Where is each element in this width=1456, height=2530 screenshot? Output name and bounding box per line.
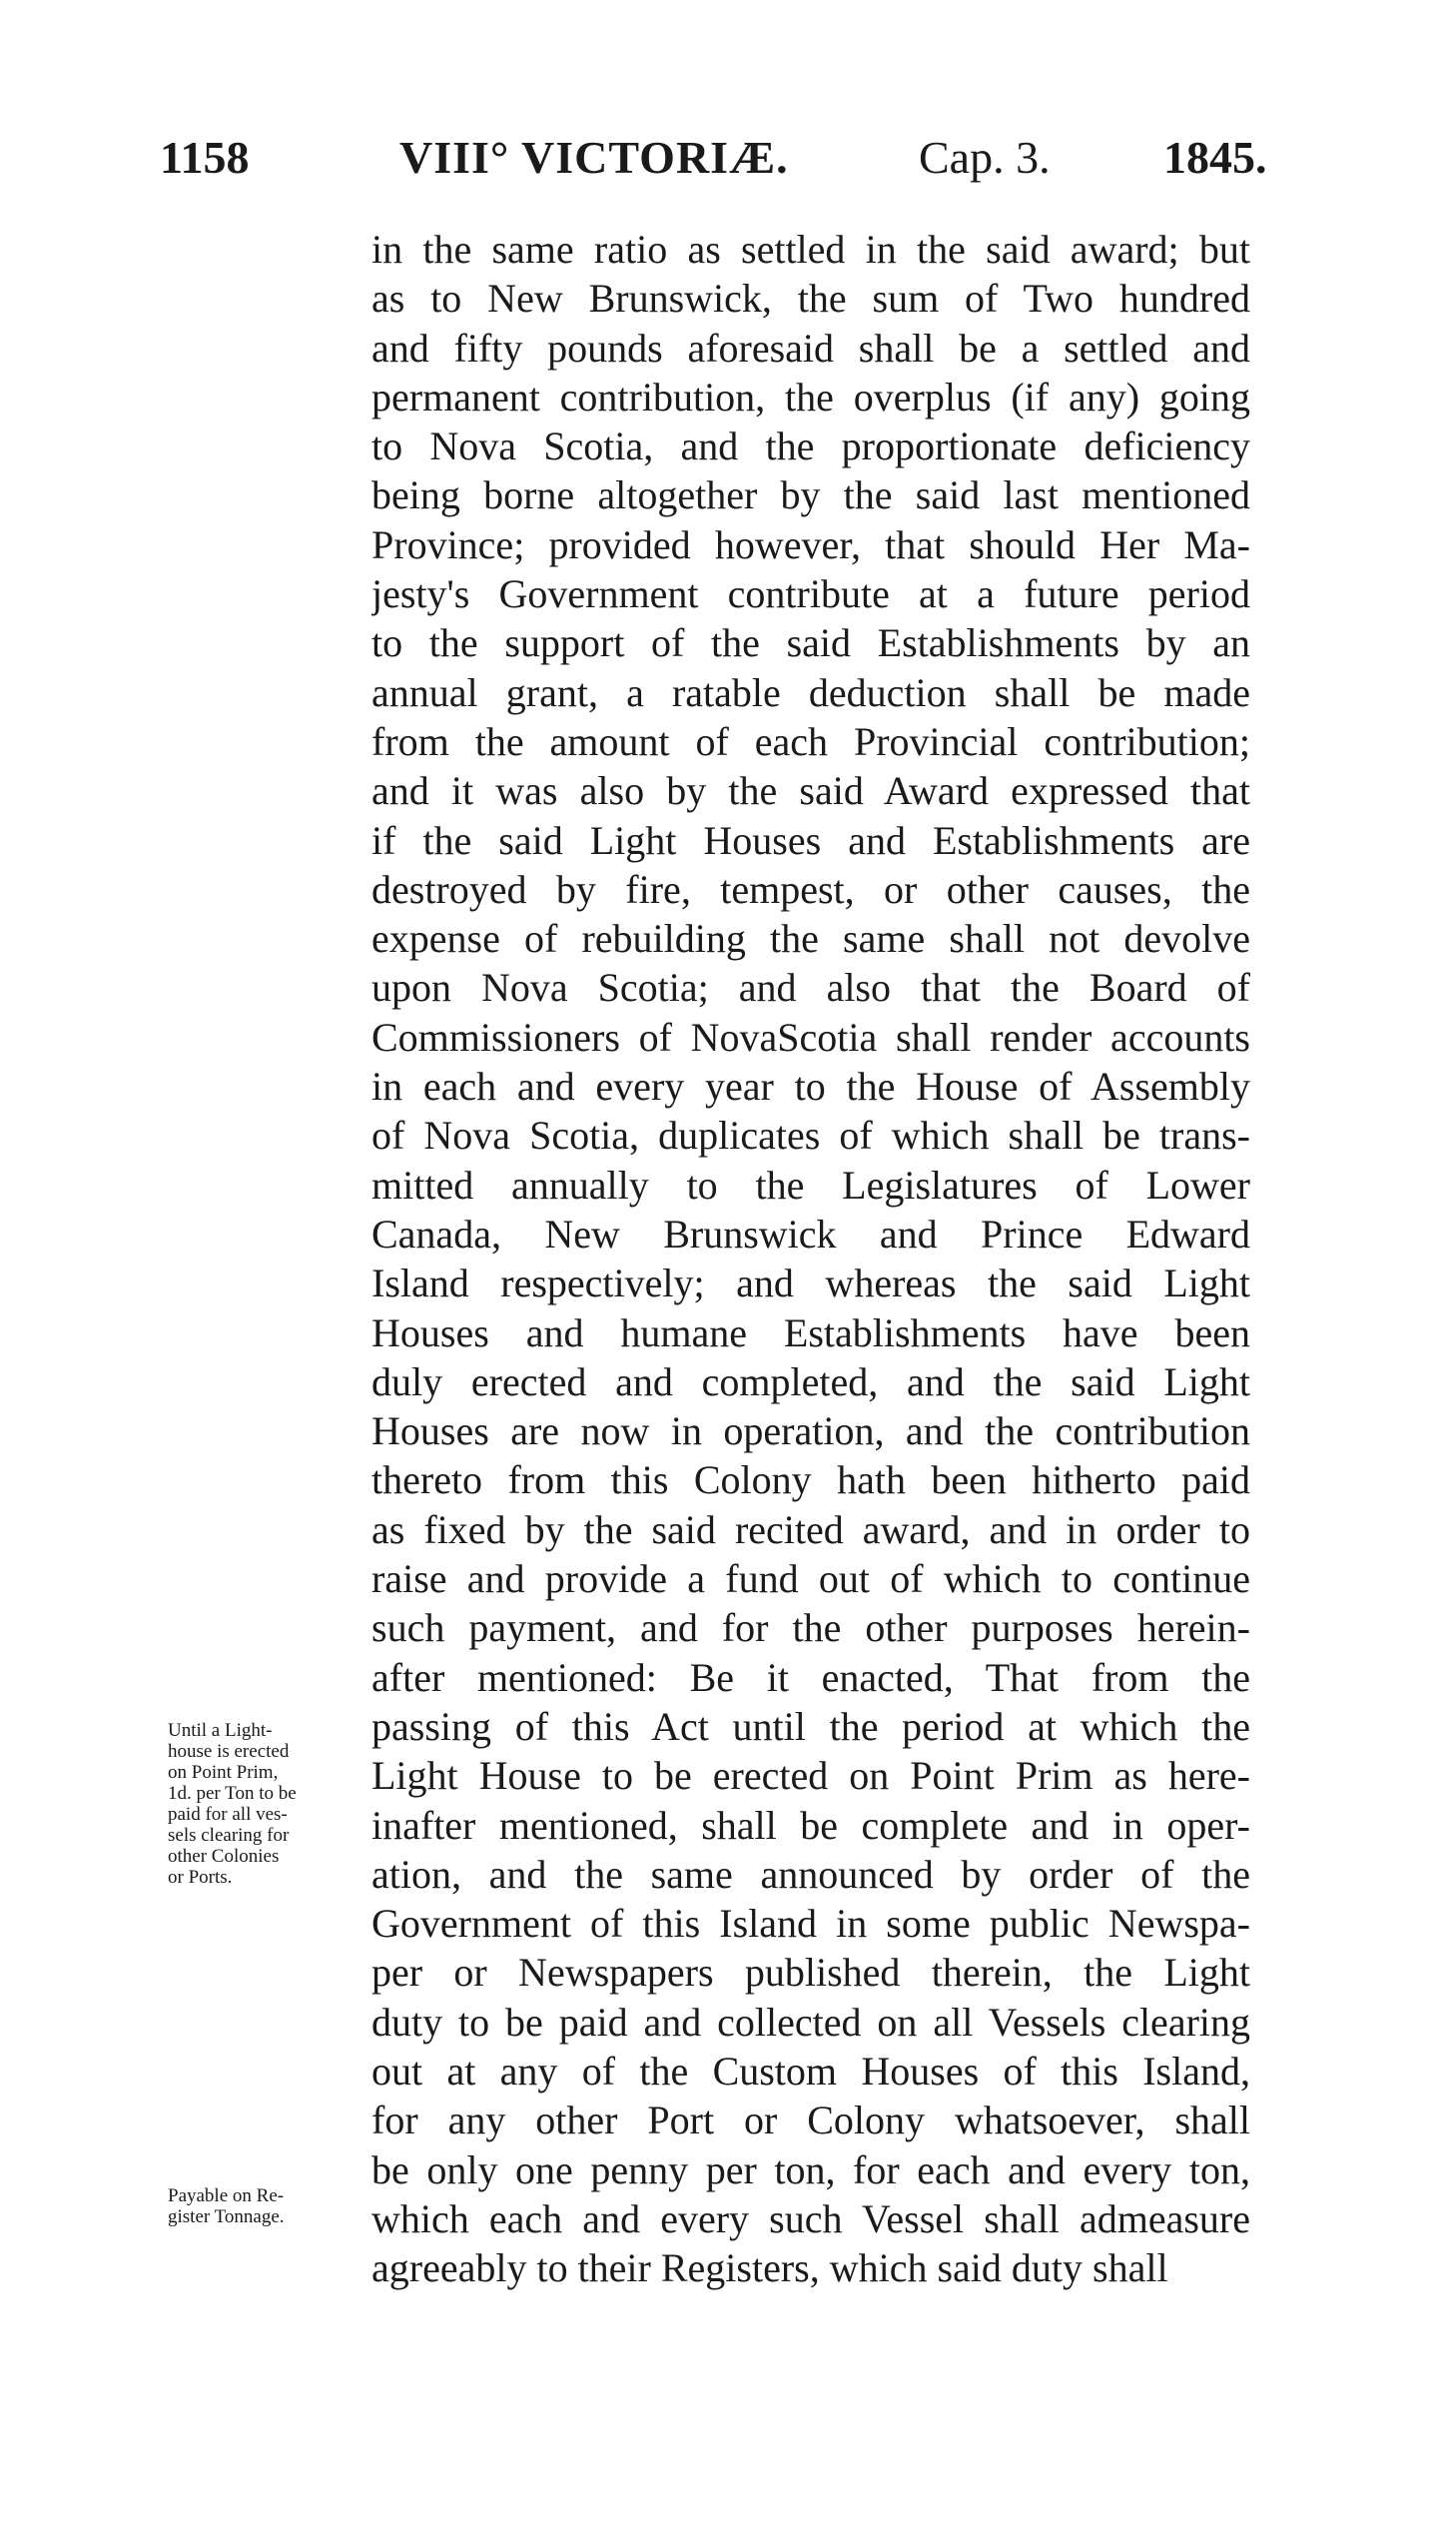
text-line: upon Nova Scotia; and also that the Board of	[371, 965, 1250, 1011]
text-line: duly erected and completed, and the said Light	[371, 1358, 1250, 1404]
text-line: annual grant, a ratable deduction shall be made	[371, 669, 1250, 715]
text-line: agreeably to their Registers, which said duty shall	[371, 2245, 1168, 2291]
text-line: of Nova Scotia, duplicates of which shall be trans-	[371, 1113, 1250, 1159]
text-line: Canada, New Brunswick and Prince Edward	[371, 1211, 1250, 1257]
text-line: which each and every such Vessel shall admeasure	[371, 2195, 1250, 2241]
margin-note-line: Until a Light-	[168, 1720, 273, 1741]
text-line: Island respectively; and whereas the said Light	[371, 1261, 1250, 1306]
text-line: per or Newspapers published therein, the Light	[371, 1950, 1250, 1996]
text-line: permanent contribution, the overplus (if any) going	[371, 374, 1250, 420]
text-line: passing of this Act until the period at which the	[371, 1703, 1250, 1749]
text-line: after mentioned: Be it enacted, That from the	[371, 1654, 1250, 1700]
text-line: as to New Brunswick, the sum of Two hundred	[371, 276, 1250, 322]
page-number: 1158	[160, 132, 250, 183]
text-line: jesty's Government contribute at a future period	[371, 571, 1250, 617]
text-line: from the amount of each Provincial contribution;	[371, 718, 1250, 764]
margin-note-line: or Ports.	[168, 1867, 233, 1888]
text-line: Houses are now in operation, and the contribution	[371, 1408, 1250, 1454]
text-line: as fixed by the said recited award, and in order to	[371, 1506, 1250, 1552]
text-line: mitted annually to the Legislatures of Lower	[371, 1162, 1250, 1208]
text-line: Light House to be erected on Point Prim as here-	[371, 1753, 1250, 1799]
text-line: Province; provided however, that should Her Ma-	[371, 521, 1250, 567]
year: 1845.	[1163, 132, 1267, 183]
margin-note-line: house is erected	[168, 1741, 290, 1762]
text-line: in the same ratio as settled in the said award; but	[371, 227, 1250, 272]
chapter-number: Cap. 3.	[919, 132, 1051, 183]
margin-note-line: on Point Prim,	[168, 1762, 279, 1783]
text-line: thereto from this Colony hath been hitherto paid	[371, 1457, 1250, 1503]
text-line: raise and provide a fund out of which to continue	[371, 1556, 1250, 1602]
margin-note-line: sels clearing for	[168, 1825, 290, 1846]
text-line: inafter mentioned, shall be complete and in oper-	[371, 1802, 1250, 1848]
margin-note-line: paid for all ves-	[168, 1804, 288, 1825]
text-line: in each and every year to the House of Assembly	[371, 1064, 1250, 1110]
text-line: ation, and the same announced by order of the	[371, 1851, 1250, 1897]
text-line: for any other Port or Colony whatsoever, shall	[371, 2098, 1250, 2143]
statute-text	[371, 225, 1250, 2292]
text-line: expense of rebuilding the same shall not devolve	[371, 916, 1250, 962]
text-line: and fifty pounds aforesaid shall be a settled and	[371, 325, 1250, 371]
text-line: destroyed by fire, tempest, or other causes, the	[371, 866, 1250, 912]
text-line: Government of this Island in some public Newspa-	[371, 1901, 1250, 1947]
text-line: duty to be paid and collected on all Vessels clearing	[371, 1999, 1250, 2045]
margin-note-line: gister Tonnage.	[168, 2206, 285, 2227]
margin-note-register-tonnage	[168, 2185, 358, 2227]
text-line: if the said Light Houses and Establishments are	[371, 817, 1250, 863]
running-title: VIII° VICTORIÆ.	[399, 132, 789, 183]
text-line: be only one penny per ton, for each and every ton,	[371, 2146, 1250, 2192]
text-line: to the support of the said Establishments by an	[371, 620, 1250, 666]
margin-note-line: other Colonies	[168, 1846, 280, 1867]
text-line: and it was also by the said Award expressed that	[371, 768, 1250, 814]
page-header	[160, 128, 1278, 188]
text-line: Commissioners of NovaScotia shall render accounts	[371, 1014, 1250, 1060]
margin-note-line: 1d. per Ton to be	[168, 1783, 297, 1804]
text-line: Houses and humane Establishments have been	[371, 1309, 1250, 1355]
margin-note-line: Payable on Re-	[168, 2185, 285, 2206]
text-line: such payment, and for the other purposes herein-	[371, 1605, 1250, 1651]
text-line: being borne altogether by the said last mentioned	[371, 472, 1250, 518]
text-line: out at any of the Custom Houses of this Island,	[371, 2048, 1250, 2094]
margin-note-light-duty	[168, 1720, 358, 1888]
text-line: to Nova Scotia, and the proportionate deficiency	[371, 423, 1250, 469]
